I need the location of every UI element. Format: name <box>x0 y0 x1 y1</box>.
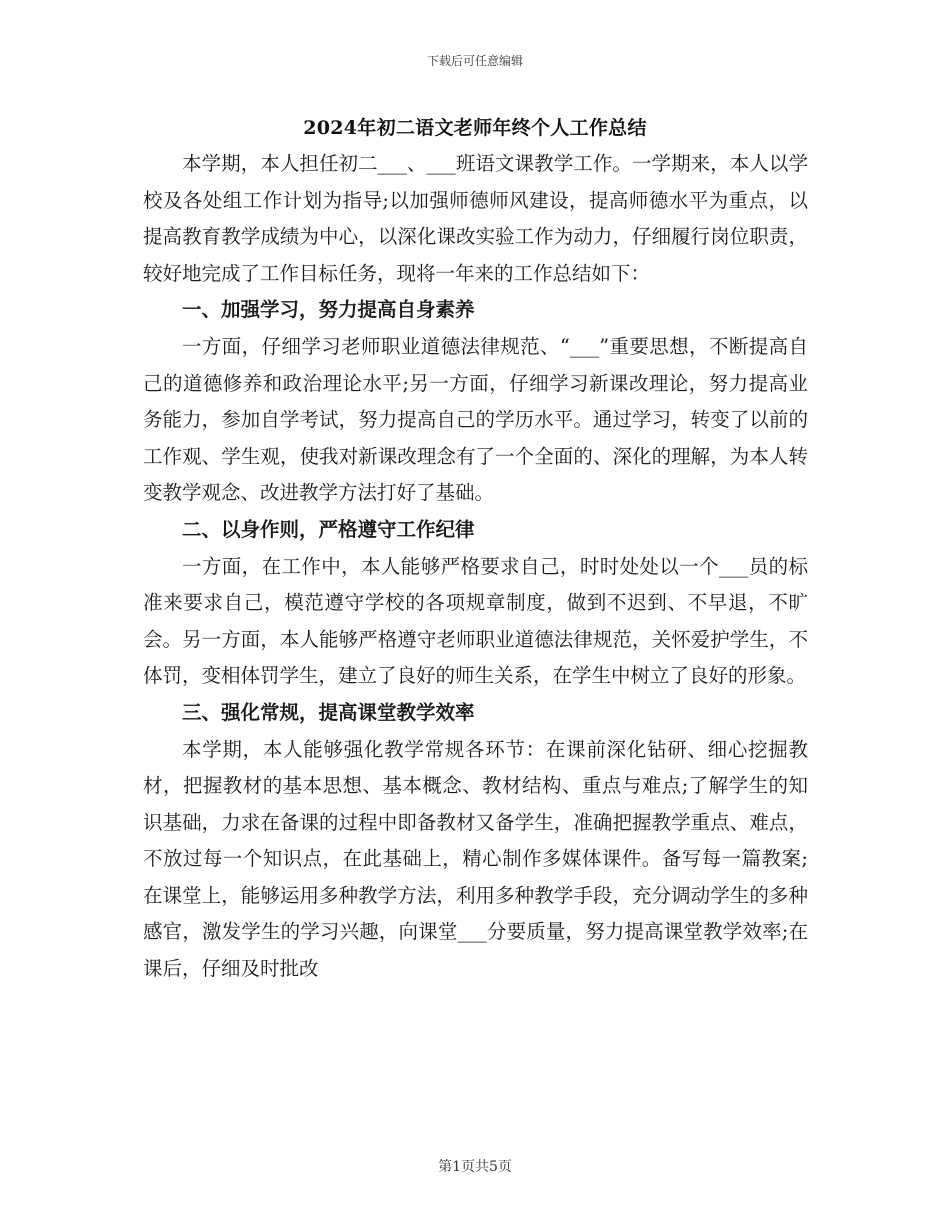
section-2-heading: 二、以身作则，严格遵守工作纪律 <box>182 517 475 541</box>
section-3-heading: 三、强化常规，提高课堂教学效率 <box>182 700 475 724</box>
intro-paragraph: 本学期，本人担任初二___、___班语文课教学工作。一学期来，本人以学校及各处组工作计划为指导;以加强师德师风建设，提高师德水平为重点，以提高教育教学成绩为中心，以深化课改实验工作为动力，仔细履行岗位职责，较好地完成了工作目标任务，现将一年来的工作总结如下： <box>143 152 808 285</box>
page-number: 第1页共5页 <box>438 1159 512 1175</box>
document-title: 2024年初二语文老师年终个人工作总结 <box>303 117 647 139</box>
document-body <box>143 146 808 988</box>
page-header-note: 下载后可任意编辑 <box>426 54 523 68</box>
section-1-heading: 一、加强学习，努力提高自身素养 <box>182 298 475 322</box>
section-3-paragraph: 本学期，本人能够强化教学常规各环节：在课前深化钻研、细心挖掘教材，把握教材的基本思想、基本概念、教材结构、重点与难点;了解学生的知识基础，力求在备课的过程中即备教材又备学生，准确把握教学重点、难点，不放过每一个知识点，在此基础上，精心制作多媒体课件。备写每一篇教案;在课堂上，能够运用多种教学方法，利用多种教学手段，充分调动学生的多种感官，激发学生的学习兴趣，向课堂___分要质量，努力提高课堂教学效率;在课后，仔细及时批改 <box>143 737 808 981</box>
section-1-paragraph: 一方面，仔细学习老师职业道德法律规范、“___”重要思想，不断提高自己的道德修养和政治理论水平;另一方面，仔细学习新课改理论，努力提高业务能力，参加自学考试，努力提高自己的学历水平。通过学习，转变了以前的工作观、学生观，使我对新课改理念有了一个全面的、深化的理解，为本人转变教学观念、改进教学方法打好了基础。 <box>143 334 808 505</box>
section-2-paragraph: 一方面，在工作中，本人能够严格要求自己，时时处处以一个___员的标准来要求自己，模范遵守学校的各项规章制度，做到不迟到、不早退，不旷会。另一方面，本人能够严格遵守老师职业道德法律规范，关怀爱护学生，不体罚，变相体罚学生，建立了良好的师生关系，在学生中树立了良好的形象。 <box>143 554 808 688</box>
